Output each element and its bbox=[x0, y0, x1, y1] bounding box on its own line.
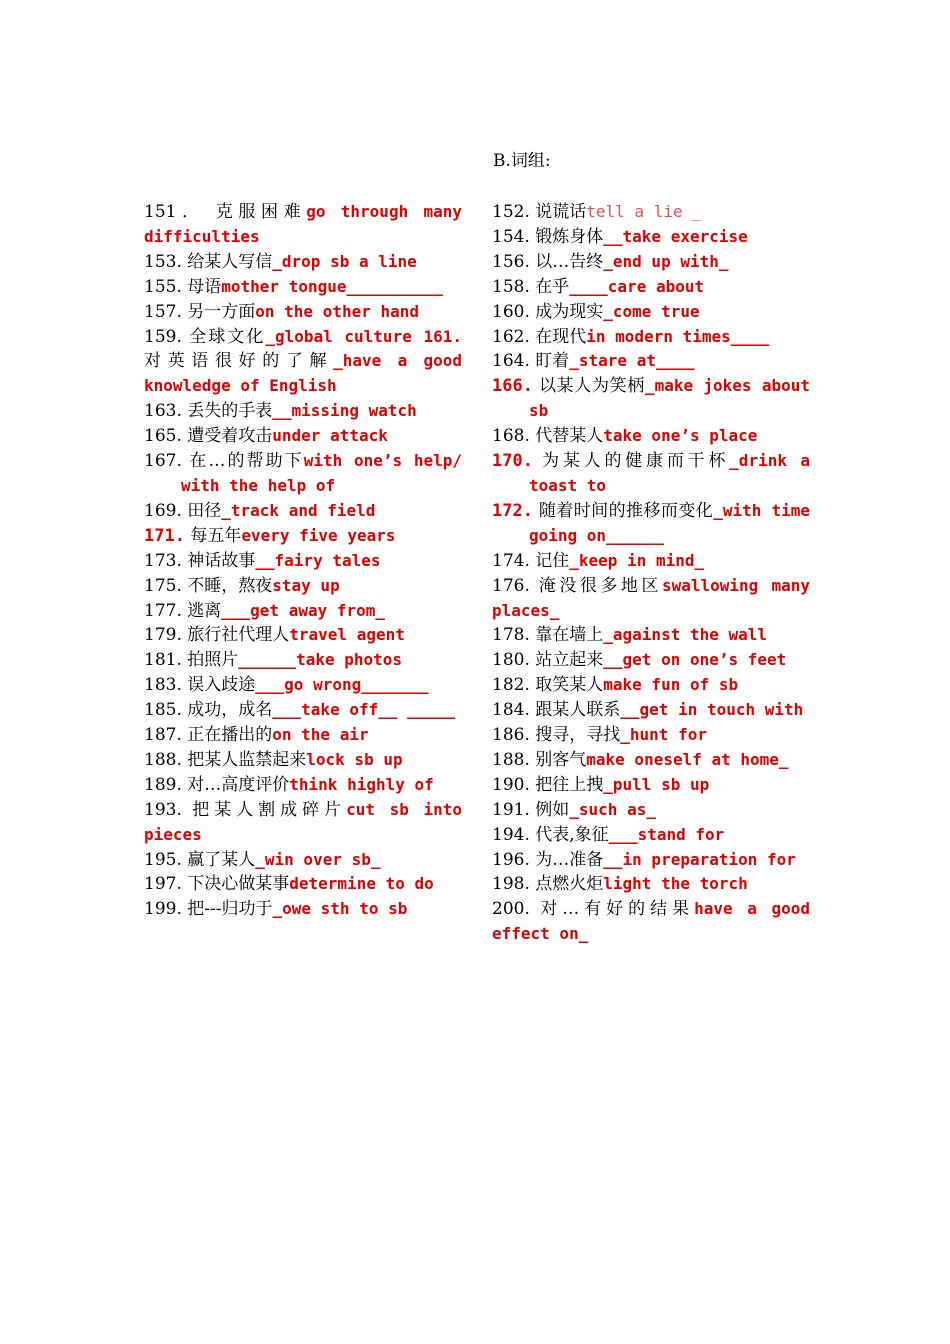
vocab-entry bbox=[492, 773, 810, 798]
entry-number: 197. bbox=[144, 874, 182, 895]
vocab-entry bbox=[144, 648, 462, 673]
entry-number: 178. bbox=[492, 625, 530, 646]
vocab-entry bbox=[492, 200, 810, 225]
chinese-term: 随着时间的推移而变化 bbox=[538, 500, 714, 521]
english-phrase: ______take photos bbox=[238, 650, 403, 670]
entry-number: 162. bbox=[492, 326, 530, 347]
english-phrase: mother tongue__________ bbox=[221, 276, 443, 296]
english-phrase: _hunt for bbox=[620, 725, 707, 745]
english-phrase: determine to do bbox=[289, 874, 434, 894]
entry-number: 175. bbox=[144, 575, 182, 596]
english-phrase: cut sb into pieces bbox=[144, 799, 463, 844]
chinese-term: 另一方面 bbox=[187, 301, 256, 322]
english-phrase: __in preparation for bbox=[603, 849, 796, 869]
english-phrase: _owe sth to sb bbox=[272, 899, 408, 919]
english-phrase: travel agent bbox=[289, 625, 405, 645]
vocab-entry bbox=[144, 200, 462, 250]
vocab-entry bbox=[492, 623, 810, 648]
english-phrase: _pull sb up bbox=[603, 774, 710, 794]
vocab-entry bbox=[144, 449, 462, 499]
english-phrase: _against the wall bbox=[603, 625, 768, 645]
chinese-term: 全球文化 bbox=[189, 326, 266, 347]
chinese-term: 代替某人 bbox=[535, 426, 604, 447]
vocab-entry bbox=[144, 549, 462, 574]
english-phrase: ___take off__ _____ bbox=[272, 700, 456, 720]
vocab-entry bbox=[492, 499, 810, 549]
english-phrase: _such as_ bbox=[569, 799, 656, 819]
chinese-term: 跟某人联系 bbox=[535, 700, 621, 721]
chinese-term: 别客气 bbox=[535, 749, 587, 770]
english-phrase: light the torch bbox=[603, 874, 748, 894]
entry-number: 184. bbox=[492, 700, 530, 721]
vocab-entry bbox=[492, 374, 810, 424]
vocab-entry bbox=[144, 499, 462, 524]
vocab-entry bbox=[144, 773, 462, 798]
chinese-term: 把某人割成碎片 bbox=[192, 799, 347, 820]
english-phrase: _make jokes about sb bbox=[529, 376, 811, 421]
vocab-entry bbox=[492, 848, 810, 873]
entry-number: 171. bbox=[144, 525, 185, 546]
chinese-term: 遭受着攻击 bbox=[187, 426, 273, 447]
entry-number: 157. bbox=[144, 301, 182, 322]
english-phrase: swallowing many places_ bbox=[492, 575, 811, 620]
entry-number: 163. bbox=[144, 401, 182, 422]
entry-number: 156. bbox=[492, 251, 530, 272]
entry-number: 170. bbox=[492, 451, 533, 472]
english-phrase: have a good effect on_ bbox=[492, 899, 811, 944]
vocab-entry bbox=[492, 698, 810, 723]
chinese-term: 为…准备 bbox=[535, 849, 604, 870]
chinese-term: 把往上拽 bbox=[535, 774, 604, 795]
english-phrase: __missing watch bbox=[272, 401, 417, 421]
entry-number: 167. bbox=[144, 451, 182, 472]
english-phrase: _with time going on______ bbox=[529, 500, 811, 545]
entry-number: 196. bbox=[492, 849, 530, 870]
vocab-entry bbox=[144, 300, 462, 325]
vocab-entry bbox=[144, 424, 462, 449]
vocab-entry bbox=[492, 275, 810, 300]
entry-number: 160. bbox=[492, 301, 530, 322]
chinese-term: 锻炼身体 bbox=[535, 226, 604, 247]
chinese-term: 成功，成名 bbox=[187, 700, 273, 721]
entry-number: 177. bbox=[144, 600, 182, 621]
chinese-term: 在现代 bbox=[535, 326, 587, 347]
entry-number: 185. bbox=[144, 700, 182, 721]
english-phrase: _stare at____ bbox=[569, 351, 695, 371]
english-phrase: ____care about bbox=[569, 276, 705, 296]
entry-number: 180. bbox=[492, 650, 530, 671]
chinese-term: 例如 bbox=[535, 799, 570, 820]
entry-number: 189. bbox=[144, 774, 182, 795]
entry-number: 159. bbox=[144, 326, 182, 347]
chinese-term: 田径 bbox=[187, 500, 222, 521]
chinese-term: 逃离 bbox=[187, 600, 222, 621]
english-phrase: __get on one’s feet bbox=[603, 650, 787, 670]
left-column bbox=[144, 200, 462, 922]
chinese-term: 对英语很好的了解 bbox=[144, 351, 334, 372]
chinese-term: 取笑某人 bbox=[535, 675, 604, 696]
entry-number: 183. bbox=[144, 675, 182, 696]
vocab-entry bbox=[144, 872, 462, 897]
chinese-term: 淹没很多地区 bbox=[538, 575, 662, 596]
vocab-entry bbox=[144, 574, 462, 599]
chinese-term: 把---归功于 bbox=[187, 899, 273, 920]
entry-number: 179. bbox=[144, 625, 182, 646]
vocab-entry bbox=[492, 325, 810, 350]
english-phrase: __fairy tales bbox=[255, 550, 381, 570]
english-phrase: _keep in mind_ bbox=[569, 550, 705, 570]
vocab-entry bbox=[492, 449, 810, 499]
entry-number: 195. bbox=[144, 849, 182, 870]
chinese-term: 靠在墙上 bbox=[535, 625, 604, 646]
chinese-term: 把某人监禁起来 bbox=[187, 749, 307, 770]
entry-number: 200. bbox=[492, 899, 530, 920]
entry-number: 188. bbox=[492, 749, 530, 770]
entry-number: 164. bbox=[492, 351, 530, 372]
english-phrase: in modern times____ bbox=[586, 326, 770, 346]
vocab-entry bbox=[144, 673, 462, 698]
chinese-term: 代表,象征 bbox=[535, 824, 609, 845]
vocab-entry bbox=[144, 524, 462, 549]
entry-number: 168. bbox=[492, 426, 530, 447]
chinese-term: 以…告终 bbox=[535, 251, 604, 272]
entry-number: 151． bbox=[144, 202, 205, 222]
chinese-term: 给某人写信 bbox=[187, 251, 273, 272]
vocab-entry bbox=[492, 250, 810, 275]
entry-number: 199. bbox=[144, 899, 182, 920]
chinese-term: 对…高度评价 bbox=[187, 774, 290, 795]
english-phrase: make oneself at home_ bbox=[586, 749, 789, 769]
chinese-term: 赢了某人 bbox=[187, 849, 256, 870]
right-column bbox=[492, 200, 810, 947]
chinese-term: 旅行社代理人 bbox=[187, 625, 290, 646]
vocab-entry bbox=[144, 623, 462, 648]
chinese-term: 站立起来 bbox=[535, 650, 604, 671]
vocab-entry bbox=[492, 549, 810, 574]
vocab-entry bbox=[144, 325, 462, 400]
english-phrase: __get in touch with bbox=[620, 700, 804, 720]
vocab-entry bbox=[492, 872, 810, 897]
english-phrase: think highly of bbox=[289, 774, 434, 794]
english-phrase: __take exercise bbox=[603, 226, 748, 246]
english-phrase: ___get away from_ bbox=[221, 600, 386, 620]
vocab-entry bbox=[144, 399, 462, 424]
english-phrase: on the air bbox=[272, 725, 369, 745]
chinese-term: 为某人的健康而干杯 bbox=[542, 451, 730, 472]
entry-number: 182. bbox=[492, 675, 530, 696]
entry-number: 181. bbox=[144, 650, 182, 671]
entry-number: 194. bbox=[492, 824, 530, 845]
chinese-term: 下决心做某事 bbox=[187, 874, 290, 895]
vocab-entry bbox=[492, 748, 810, 773]
english-phrase: tell a lie _ bbox=[586, 202, 702, 221]
vocab-entry bbox=[492, 424, 810, 449]
english-phrase: ___stand for bbox=[608, 824, 725, 844]
chinese-term: 克服困难 bbox=[215, 202, 307, 222]
entry-number: 172. bbox=[492, 500, 533, 521]
chinese-term: 母语 bbox=[187, 276, 222, 297]
vocab-entry bbox=[492, 823, 810, 848]
entry-number: 190. bbox=[492, 774, 530, 795]
vocab-entry bbox=[144, 798, 462, 848]
vocab-entry bbox=[492, 798, 810, 823]
entry-number: 166. bbox=[492, 376, 533, 397]
entry-number: 158. bbox=[492, 276, 530, 297]
chinese-term: 误入歧途 bbox=[187, 675, 256, 696]
english-phrase: ___go wrong_______ bbox=[255, 675, 429, 695]
vocab-entry bbox=[144, 723, 462, 748]
vocab-entry bbox=[492, 349, 810, 374]
english-phrase: under attack bbox=[272, 426, 388, 446]
vocab-entry bbox=[144, 599, 462, 624]
entry-number: 186. bbox=[492, 725, 530, 746]
chinese-term: 正在播出的 bbox=[187, 725, 273, 746]
entry-number: 193. bbox=[144, 799, 182, 820]
chinese-term: 丢失的手表 bbox=[187, 401, 273, 422]
chinese-term: 在乎 bbox=[535, 276, 570, 297]
entry-number: 173. bbox=[144, 550, 182, 571]
english-phrase: _track and field bbox=[221, 500, 376, 520]
chinese-term: 对…有好的结果 bbox=[540, 899, 695, 920]
vocab-entry bbox=[144, 275, 462, 300]
entry-number: 191. bbox=[492, 799, 530, 820]
vocab-entry bbox=[492, 574, 810, 624]
chinese-term: 搜寻，寻找 bbox=[535, 725, 621, 746]
chinese-term: 说谎话 bbox=[535, 202, 587, 222]
vocab-entry bbox=[492, 648, 810, 673]
entry-number: 174. bbox=[492, 550, 530, 571]
vocab-entry bbox=[492, 673, 810, 698]
entry-number: 169. bbox=[144, 500, 182, 521]
chinese-term: 以某人为笑柄 bbox=[539, 376, 645, 397]
chinese-term: 在…的帮助下 bbox=[189, 451, 304, 472]
chinese-term: 记住 bbox=[535, 550, 570, 571]
entry-number: 154. bbox=[492, 226, 530, 247]
chinese-term: 每五年 bbox=[190, 525, 242, 546]
english-phrase: _drop sb a line bbox=[272, 251, 417, 271]
chinese-term: 点燃火炬 bbox=[535, 874, 604, 895]
english-phrase: _drink a toast to bbox=[529, 451, 811, 495]
chinese-term: 不睡，熬夜 bbox=[187, 575, 273, 596]
english-phrase: make fun of sb bbox=[603, 675, 739, 695]
vocab-entry bbox=[144, 897, 462, 922]
english-phrase: _global culture 161. bbox=[265, 326, 463, 346]
vocab-entry bbox=[492, 723, 810, 748]
english-phrase: lock sb up bbox=[306, 749, 403, 769]
english-phrase: stay up bbox=[272, 575, 340, 595]
english-phrase: on the other hand bbox=[255, 301, 420, 321]
entry-number: 153. bbox=[144, 251, 182, 272]
entry-number: 155. bbox=[144, 276, 182, 297]
vocab-entry bbox=[144, 748, 462, 773]
entry-number: 152. bbox=[492, 202, 530, 222]
vocab-entry bbox=[144, 848, 462, 873]
entry-number: 198. bbox=[492, 874, 530, 895]
chinese-term: 成为现实 bbox=[535, 301, 604, 322]
english-phrase: go through many difficulties bbox=[144, 202, 462, 246]
english-phrase: take one’s place bbox=[603, 426, 758, 446]
english-phrase: _have a good knowledge of English bbox=[144, 351, 462, 396]
chinese-term: 盯着 bbox=[535, 351, 570, 372]
vocab-entry bbox=[492, 300, 810, 325]
english-phrase: _win over sb_ bbox=[255, 849, 381, 869]
chinese-term: 拍照片 bbox=[187, 650, 239, 671]
english-phrase: _end up with_ bbox=[603, 251, 729, 271]
english-phrase: _come true bbox=[603, 301, 700, 321]
english-phrase: with one’s help/ with the help of bbox=[181, 451, 463, 495]
entry-number: 188. bbox=[144, 749, 182, 770]
vocab-entry bbox=[492, 225, 810, 250]
vocab-entry bbox=[144, 698, 462, 723]
entry-number: 187. bbox=[144, 725, 182, 746]
chinese-term: 神话故事 bbox=[187, 550, 256, 571]
english-phrase: every five years bbox=[241, 525, 396, 545]
entry-number: 176. bbox=[492, 575, 530, 596]
vocab-entry bbox=[144, 250, 462, 275]
entry-number: 165. bbox=[144, 426, 182, 447]
section-heading: B.词组: bbox=[493, 151, 551, 171]
vocab-entry bbox=[492, 897, 810, 947]
